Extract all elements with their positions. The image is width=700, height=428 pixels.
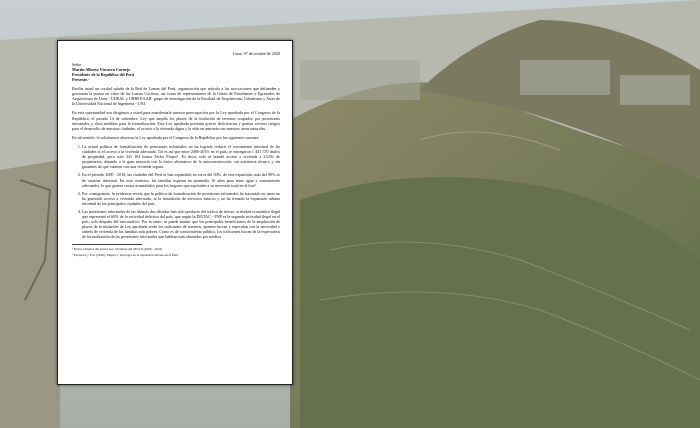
footnote: ² Espinoza y Fort (2020). Mapeo y tipología de la expansión urbana en el Perú xyxy=(72,252,179,257)
address-line: Presidente de la República del Perú xyxy=(72,72,135,78)
address-line: Señor xyxy=(72,62,82,68)
reason-item: 4. Las posesiones informales de las últimas dos décadas han sido producto del tráfico de tierras, actividad económica ilegal que representó el 60% de la actividad delictiva del país, que según la DIVIAC - PNP es la segunda actividad ilegal en el país, solo después del narcotráfico. Por lo tanto, se puede asumir que los principales beneficiarios de la ampliación de plazos de la titulación de Ley aprobada serán los traficantes de terrenos, quienes lucran y especulan con la necesidad y anhelo de vivienda de las familias más pobres. Como es de conocimiento público, los traficantes lucran de la expectativa de formalización de las posesiones informales que habitan más obtenidas por medios xyxy=(82,209,280,240)
letter-address xyxy=(72,62,280,82)
letter-date: Lima, 07 de octubre de 2020 xyxy=(232,51,280,56)
letter-paragraph: En tal sentido, le solicitamos observar la Ley aprobada por el Congreso de la República por las siguientes razones: xyxy=(72,134,260,140)
reason-item: 2. En el periodo 2000 - 2018, las ciudades del Perú se han expandido en cerca del 50%, de esta expansión, más del 90% es de carácter informal. En este contexto, las familias esperan en promedio 16 años para tener agua y saneamiento adecuados, lo que genera costos acumulados para los hogares que equivalen a su inversión total en el lote². xyxy=(82,172,280,187)
reason-item: 3. Por consiguiente, la evidencia revela que la política de formalización de posesiones informales ha fracasado en tanto no ha generado acceso a vivienda adecuada, ni la instalación de servicios básicos y no ha frenado la expansión urbana informal de las principales ciudades del país. xyxy=(82,191,280,206)
footnote-divider xyxy=(72,244,142,245)
reason-item: 1. La actual política de formalización de posesiones informales no ha logrado reducir el crecimiento informal de las ciudades ni el acceso a la vivienda adecuada. Tal es así que entre 2006-2019, en el país, se entregaron 1 441 370 títulos de propiedad, pero solo 341 104 bonos Techo Propio¹. Es decir, solo se brindó acceso a vivienda a 23,6% de propietarios, dejando a la gran mayoría con la única alternativa de la autoconstrucción, sin asistencia técnica y sin garantías de que cuenten con una vivienda segura. xyxy=(82,144,280,169)
address-line: Martín Alberto Vizcarra Cornejo xyxy=(72,67,131,73)
letter-document xyxy=(57,40,293,385)
address-line: Presente.- xyxy=(72,77,90,83)
reasons-list xyxy=(72,144,280,240)
letter-paragraph: En esta oportunidad nos dirigimos a usted para manifestarle nuestra preocupación por la Ley aprobada por el Congreso de la República, el pasado 14 de setiembre. Ley que amplía los plazos de la titulación de terrenos ocupados por posesiones informales y dicta medidas para la formalización. Esta Ley aprobada presenta graves deficiencias y genera severos riesgos para el desarrollo de nuestras ciudades, el acceso a la vivienda digna y la vida en armonía con nuestras áreas naturales. xyxy=(72,110,280,131)
footnote: ¹ Datos tomados del portal Geo Vivienda del MVCS (2006 - 2016) xyxy=(72,246,163,251)
letter-paragraph: Reciba usted un cordial saludo de la Red de Lomas del Perú, organización que articula a las asociaciones que defienden y gestionan la puesta en valor de las Lomas Costeras, así como de representantes de la Unión de Estudiantes y Egresados de Arquitectura de Lima - UDEAL y URBES-LAB, grupo de investigación de la Facultad de Arquitectura, Urbanismo y Artes de la Universidad Nacional de Ingeniería - UNI. xyxy=(72,86,280,107)
